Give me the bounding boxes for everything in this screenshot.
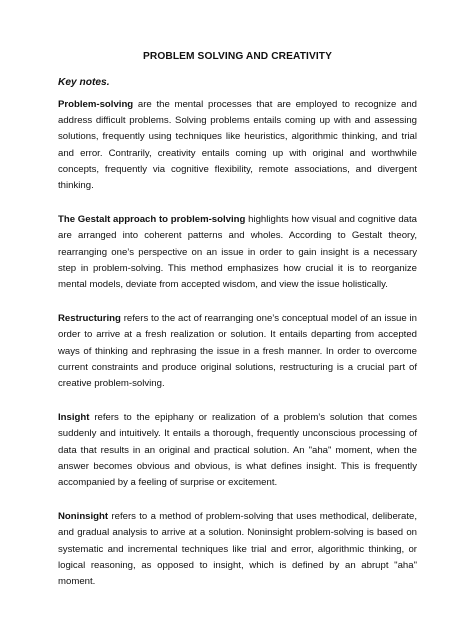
term-noninsight: Noninsight bbox=[58, 511, 109, 523]
paragraph-body: are the mental processes that are employed to recognize and address difficult problems. Solving problems entails coming up with and assessing solutions, frequently using techniques like heuristics, algorithmic thinking, and trial and error. Contrarily, creativity entails coming up with original and worthwhile concepts, frequently via cognitive flexibility, remote associations, and divergent thinking. bbox=[58, 99, 417, 192]
term-insight: Insight bbox=[58, 412, 90, 424]
term-gestalt: The Gestalt approach to problem-solving bbox=[58, 214, 246, 226]
paragraph-body: highlights how visual and cognitive data are arranged into coherent patterns and wholes. According to Gestalt theory, rearranging one’s perspective on an issue in order to gain insight is a necessary step in problem-solving. This method emphasizes how crucial it is to reorganize mental models, deviate from accepted wisdom, and view the issue holistically. bbox=[58, 214, 418, 291]
paragraph-body: refers to a method of problem-solving that uses methodical, deliberate, and gradual analysis to arrive at a solution. Noninsight problem-solving is based on systematic and incremental techniques like trial and error, algorithmic thinking, or logical reasoning, as opposed to insight, which is defined by an abrupt "aha" moment. bbox=[58, 511, 417, 588]
paragraph-gestalt bbox=[58, 212, 417, 293]
document-title: PROBLEM SOLVING AND CREATIVITY bbox=[142, 51, 333, 62]
paragraph-insight bbox=[58, 410, 417, 491]
term-restructuring: Restructuring bbox=[58, 313, 121, 325]
paragraph-noninsight bbox=[58, 509, 417, 590]
document-subtitle: Key notes. bbox=[58, 77, 110, 88]
paragraph-restructuring bbox=[58, 311, 417, 392]
paragraph-problem-solving bbox=[58, 97, 417, 194]
term-problem-solving: Problem-solving bbox=[58, 99, 134, 110]
paragraph-body: refers to the act of rearranging one’s conceptual model of an issue in order to arrive at a fresh realization or solution. It entails departing from accepted ways of thinking and rephrasing the issue in a fresh manner. In order to overcome current constraints and produce original solutions, restructuring is a crucial part of creative problem-solving. bbox=[58, 313, 417, 390]
paragraph-body: refers to the epiphany or realization of a problem’s solution that comes suddenly and intuitively. It entails a thorough, frequently unconscious processing of data that results in an original and practical solution. An "aha" moment, when the answer becomes obvious and obvious, is what defines insight. This is frequently accompanied by a feeling of surprise or excitement. bbox=[58, 412, 417, 489]
document-page bbox=[58, 50, 417, 590]
